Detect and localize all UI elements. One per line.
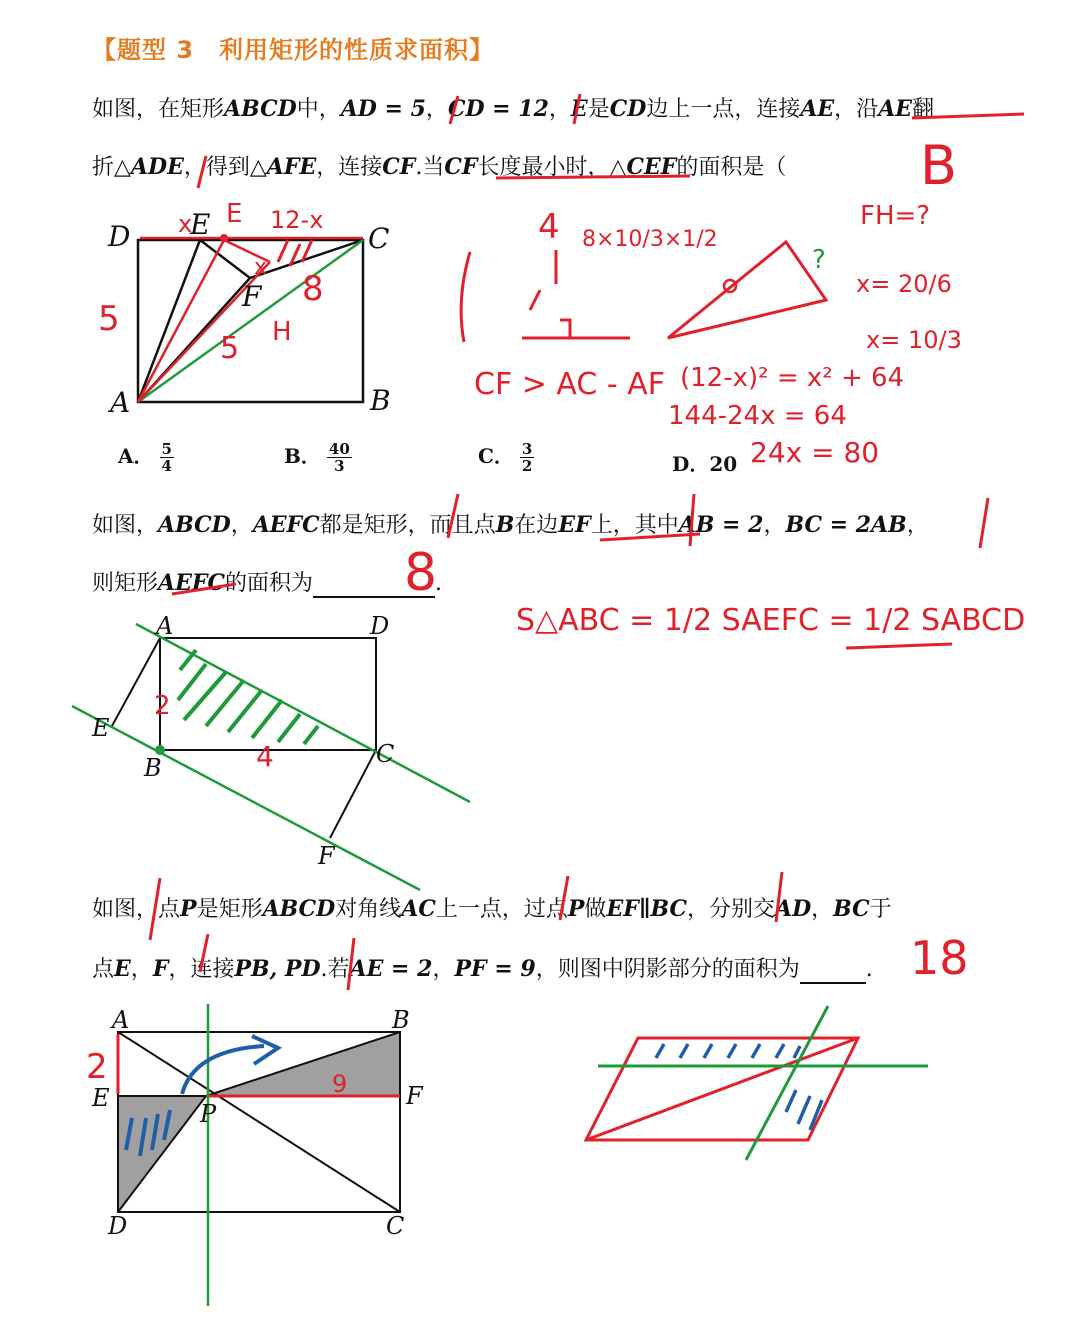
text: 上一点，过点: [435, 897, 568, 922]
parallelogram-sketch: [586, 1006, 928, 1160]
math: AE: [878, 96, 913, 122]
math: CF: [444, 154, 478, 180]
math: E: [114, 956, 131, 982]
text: ，: [548, 97, 571, 122]
diagonal-ac-green: [138, 240, 363, 402]
option-label: C．: [478, 444, 514, 468]
segment-cf-2: [330, 750, 376, 838]
label-a-3: A: [112, 1006, 130, 1034]
text: 中，: [296, 97, 341, 122]
note-calc: 8×10/3×1/2: [582, 227, 718, 252]
figure3-handwriting: [150, 872, 969, 990]
math: PF = 9: [454, 956, 536, 982]
formula-underline: [846, 644, 952, 648]
note-equation-2: 144-24x = 64: [668, 401, 847, 431]
text: .: [435, 571, 442, 596]
text: 如图，点: [92, 897, 181, 922]
answer-b: B: [920, 134, 958, 197]
note-x-top: x: [178, 210, 193, 238]
text: ，分别交: [686, 897, 775, 922]
note-12-x: 12-x: [270, 206, 324, 234]
label-a-2: A: [156, 612, 174, 640]
option-value: 20: [709, 452, 738, 476]
math: AEFC: [158, 570, 225, 596]
text: .: [865, 957, 873, 982]
text: ，: [230, 513, 253, 538]
text: 在边: [514, 513, 559, 538]
text: 则矩形: [92, 571, 159, 596]
text: ，得到△: [183, 155, 267, 180]
text: 边上一点，连接: [646, 97, 801, 122]
text: ，连接: [316, 155, 383, 180]
text: 上，其中: [590, 513, 679, 538]
math: AD = 5: [340, 96, 426, 122]
sketch-diagonal: [586, 1038, 858, 1140]
math: ADE: [130, 154, 184, 180]
fraction: $\frac{40}{3}$: [328, 440, 350, 475]
label-d-3: D: [108, 1212, 128, 1240]
math: AFE: [266, 154, 317, 180]
figure2: [72, 612, 470, 890]
sketch-brace: [461, 252, 470, 342]
sketch-triangle-2: [668, 242, 826, 338]
note-x-equals-2: x= 10/3: [866, 326, 962, 354]
option-label: B．: [284, 444, 321, 468]
section-heading: 【题型 3 利用矩形的性质求面积】: [92, 36, 495, 64]
math: F: [152, 956, 169, 982]
text-marks-1: [198, 94, 1024, 188]
label-e-3: E: [92, 1084, 110, 1112]
text: ，: [811, 897, 834, 922]
text: 如图，在矩形: [92, 97, 225, 122]
text: 做: [584, 897, 607, 922]
note-2-fig3: 2: [86, 1047, 108, 1087]
text: 是矩形: [196, 897, 263, 922]
sketch-hatching: [656, 1044, 822, 1130]
note-2: 2: [154, 691, 171, 721]
figure1: [107, 208, 391, 419]
fraction: $\frac{5}{4}$: [161, 440, 172, 475]
label-f: F: [242, 280, 262, 313]
label-b: B: [370, 384, 391, 417]
text: 点: [92, 957, 115, 982]
math: AD: [775, 896, 812, 922]
math: AE = 2: [349, 956, 433, 982]
math: B: [495, 512, 515, 538]
answer-8: 8: [404, 543, 438, 603]
text: 对角线: [335, 897, 402, 922]
note-fh: FH=?: [860, 201, 931, 231]
figure2-handwriting: [172, 494, 1025, 648]
math: P: [180, 896, 197, 922]
fraction: $\frac{3}{2}$: [521, 440, 533, 475]
label-f-2: F: [318, 842, 335, 870]
math: AC: [401, 896, 436, 922]
label-b-2: B: [144, 754, 162, 782]
math: ABCD: [262, 896, 336, 922]
label-d-2: D: [370, 612, 390, 640]
text: 翻: [912, 97, 935, 122]
line-ac-green: [136, 624, 470, 802]
label-c-3: C: [386, 1212, 405, 1240]
text: 于: [869, 897, 892, 922]
note-4: 4: [538, 207, 560, 247]
note-h: H: [272, 317, 292, 347]
text: 是: [587, 97, 610, 122]
figure3: [86, 1004, 424, 1306]
math: PB, PD: [234, 956, 321, 982]
note-5-side: 5: [98, 299, 120, 339]
segment-ae-2: [112, 638, 160, 726]
text: 都是矩形，而且点: [319, 513, 496, 538]
math: CD: [609, 96, 647, 122]
segment-ae: [138, 240, 200, 402]
text: ，: [425, 97, 448, 122]
sketch-slant: [746, 1006, 828, 1160]
math: BC = 2AB: [785, 512, 907, 538]
note-x: x: [254, 255, 268, 280]
line-ef-green: [72, 706, 420, 890]
math: ABCD: [224, 96, 297, 122]
text: ，: [432, 957, 455, 982]
label-c: C: [368, 222, 390, 255]
text: 的面积是（: [676, 155, 787, 180]
label-p-3: P: [200, 1100, 217, 1128]
text: ，连接: [168, 957, 235, 982]
label-c-2: C: [376, 740, 395, 768]
label-b-3: B: [392, 1006, 410, 1034]
blue-arrow-head: [252, 1036, 278, 1064]
math: EF: [558, 512, 591, 538]
math: P: [567, 896, 585, 922]
note-9: 9: [332, 1070, 348, 1098]
text: 长度最小时，△: [477, 155, 627, 180]
text: ，沿: [834, 97, 879, 122]
math: E: [570, 96, 588, 122]
label-d: D: [108, 220, 131, 253]
label-e-2: E: [92, 714, 110, 742]
note-5-diag: 5: [220, 331, 240, 366]
text-marks-3: [150, 872, 782, 990]
text: ，则图中阴影部分的面积为: [535, 957, 800, 982]
math: CEF: [626, 154, 677, 180]
math: CD = 12: [447, 96, 549, 122]
math: BC: [833, 896, 870, 922]
note-question: ?: [812, 245, 826, 275]
math: AEFC: [252, 512, 320, 538]
label-a: A: [110, 386, 131, 419]
underline-cf: [496, 176, 690, 178]
text: ，: [906, 513, 929, 538]
note-equation-3: 24x = 80: [750, 436, 880, 469]
text: ，: [130, 957, 153, 982]
figure1-handwriting: [98, 94, 1024, 469]
note-x-equals-1: x= 20/6: [856, 270, 952, 298]
option-label: D．: [672, 452, 710, 476]
point-e-dot: [220, 234, 228, 242]
math: AB = 2: [678, 512, 764, 538]
math: CF: [382, 154, 416, 180]
text: ，: [763, 513, 786, 538]
text: .若: [320, 957, 350, 982]
sketch-triangle-1: [522, 250, 630, 338]
note-formula: S△ABC = 1/2 SAEFC = 1/2 SABCD: [516, 603, 1026, 638]
text: .当: [415, 155, 445, 180]
note-e: E: [226, 199, 243, 229]
math: ABCD: [158, 512, 231, 538]
note-8: 8: [302, 269, 324, 309]
math: AE: [800, 96, 835, 122]
text-marks-2: [172, 494, 988, 594]
label-f-3: F: [406, 1082, 423, 1110]
note-4-fig2: 4: [256, 740, 274, 773]
text: 如图，: [92, 513, 159, 538]
text: 折△: [92, 155, 131, 180]
option-label: A．: [118, 444, 154, 468]
green-hatching: [178, 650, 318, 744]
note-inequality: CF > AC - AF: [474, 367, 666, 402]
text: 的面积为: [224, 571, 313, 596]
math: EF∥BC: [606, 896, 687, 922]
answer-18: 18: [910, 931, 969, 985]
note-equation-1: (12-x)² = x² + 64: [680, 363, 905, 393]
label-e: E: [190, 208, 211, 241]
